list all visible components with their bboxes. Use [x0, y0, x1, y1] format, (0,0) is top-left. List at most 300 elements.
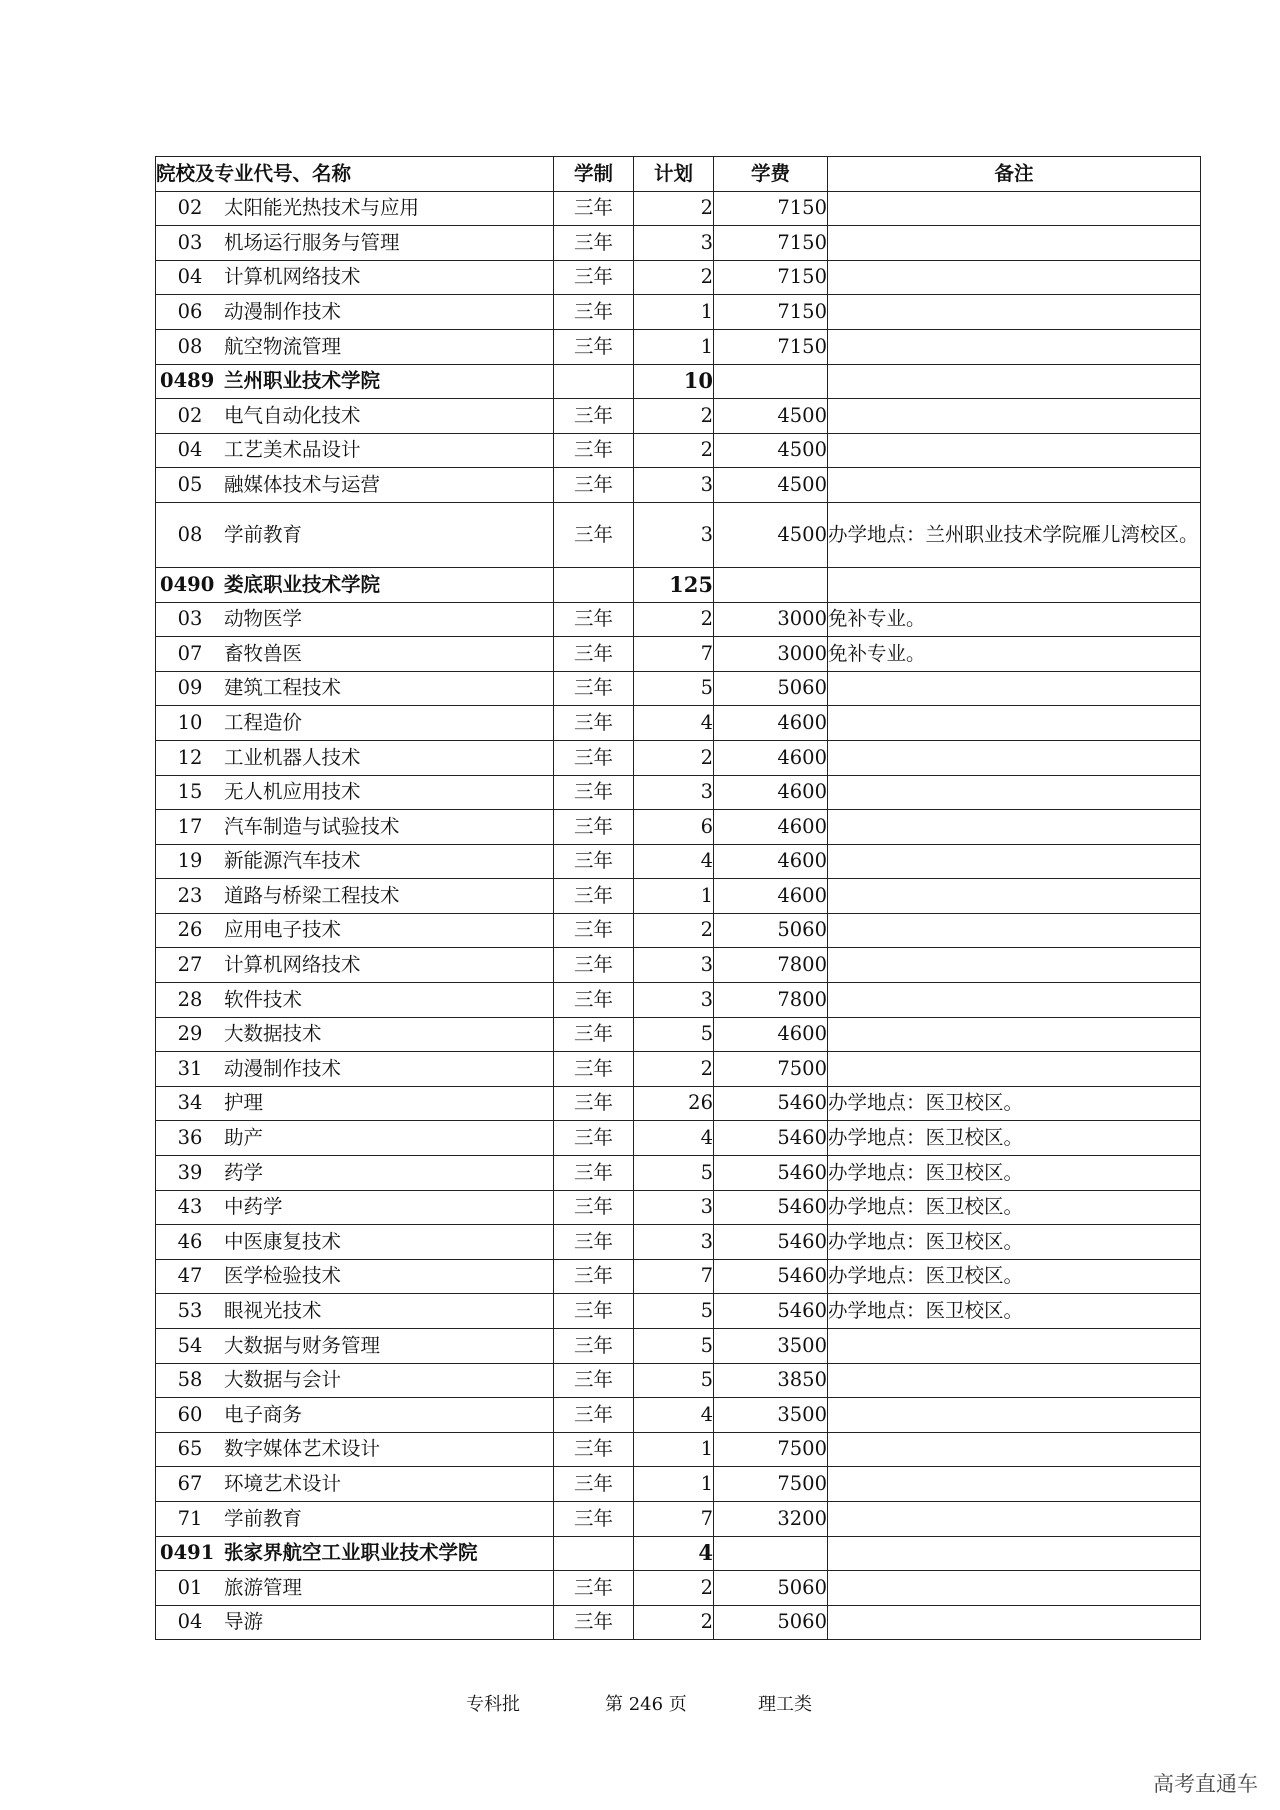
school-major-cell — [156, 1190, 554, 1225]
major-name: 动漫制作技术 — [224, 299, 342, 323]
fee-cell: 7500 — [714, 1432, 828, 1467]
watermark-text: 高考直通车 — [1153, 1772, 1258, 1796]
duration-cell: 三年 — [554, 1225, 634, 1260]
major-row — [156, 191, 1201, 226]
fee-cell: 7800 — [714, 983, 828, 1018]
duration-cell: 三年 — [554, 226, 634, 261]
duration-cell: 三年 — [554, 671, 634, 706]
school-major-cell — [156, 740, 554, 775]
plan-cell: 7 — [634, 637, 714, 672]
fee-cell — [714, 567, 828, 602]
major-code: 08 — [177, 522, 203, 546]
school-row — [156, 364, 1201, 399]
duration-cell: 三年 — [554, 1363, 634, 1398]
duration-cell: 三年 — [554, 1156, 634, 1191]
fee-cell: 3500 — [714, 1398, 828, 1433]
school-major-cell — [156, 468, 554, 503]
school-major-cell — [156, 810, 554, 845]
major-name: 电气自动化技术 — [224, 403, 361, 427]
table-body — [156, 191, 1201, 1640]
admission-plan-table — [155, 156, 1201, 1640]
major-code: 26 — [177, 918, 203, 942]
fee-cell: 5060 — [714, 913, 828, 948]
remark-cell — [828, 399, 1201, 434]
school-major-cell — [156, 1329, 554, 1364]
duration-cell: 三年 — [554, 1432, 634, 1467]
fee-cell: 4500 — [714, 468, 828, 503]
major-row — [156, 502, 1201, 567]
school-major-cell — [156, 1121, 554, 1156]
plan-cell: 2 — [634, 433, 714, 468]
major-row — [156, 1398, 1201, 1433]
major-name: 学前教育 — [224, 522, 303, 546]
plan-cell: 125 — [634, 567, 714, 602]
school-major-cell — [156, 1259, 554, 1294]
major-code: 65 — [177, 1437, 203, 1461]
plan-cell: 4 — [634, 1536, 714, 1571]
plan-cell: 2 — [634, 260, 714, 295]
major-row — [156, 1432, 1201, 1467]
major-code: 12 — [177, 745, 203, 769]
duration-cell: 三年 — [554, 1398, 634, 1433]
header-duration: 学制 — [554, 157, 634, 192]
fee-cell: 3000 — [714, 602, 828, 637]
major-row — [156, 329, 1201, 364]
duration-cell: 三年 — [554, 1501, 634, 1536]
duration-cell: 三年 — [554, 1605, 634, 1640]
plan-cell: 26 — [634, 1086, 714, 1121]
major-row — [156, 1086, 1201, 1121]
major-row — [156, 740, 1201, 775]
school-major-cell — [156, 1052, 554, 1087]
school-major-cell — [156, 637, 554, 672]
fee-cell: 5060 — [714, 671, 828, 706]
plan-cell: 1 — [634, 295, 714, 330]
fee-cell: 7150 — [714, 329, 828, 364]
remark-cell — [828, 844, 1201, 879]
major-code: 31 — [177, 1056, 203, 1080]
major-row — [156, 1294, 1201, 1329]
duration-cell — [554, 364, 634, 399]
remark-cell — [828, 433, 1201, 468]
major-name: 导游 — [224, 1610, 264, 1634]
fee-cell: 7150 — [714, 226, 828, 261]
school-name: 娄底职业技术学院 — [224, 572, 381, 596]
plan-cell: 2 — [634, 1571, 714, 1606]
duration-cell: 三年 — [554, 1086, 634, 1121]
header-fee: 学费 — [714, 157, 828, 192]
remark-cell: 办学地点：医卫校区。 — [828, 1121, 1201, 1156]
remark-cell: 免补专业。 — [828, 602, 1201, 637]
remark-cell — [828, 740, 1201, 775]
plan-cell: 2 — [634, 602, 714, 637]
school-major-cell — [156, 260, 554, 295]
remark-cell — [828, 810, 1201, 845]
major-code: 02 — [177, 403, 203, 427]
fee-cell: 7500 — [714, 1467, 828, 1502]
major-row — [156, 775, 1201, 810]
school-major-cell — [156, 567, 554, 602]
remark-cell — [828, 913, 1201, 948]
plan-cell: 1 — [634, 1467, 714, 1502]
major-name: 医学检验技术 — [224, 1264, 342, 1288]
major-name: 数字媒体艺术设计 — [224, 1437, 381, 1461]
school-major-cell — [156, 706, 554, 741]
school-name: 兰州职业技术学院 — [224, 369, 381, 393]
fee-cell: 4600 — [714, 740, 828, 775]
plan-cell: 1 — [634, 329, 714, 364]
remark-cell — [828, 671, 1201, 706]
remark-cell — [828, 191, 1201, 226]
remark-cell: 办学地点：医卫校区。 — [828, 1156, 1201, 1191]
major-code: 03 — [177, 607, 203, 631]
major-row — [156, 706, 1201, 741]
major-name: 中医康复技术 — [224, 1229, 342, 1253]
duration-cell: 三年 — [554, 879, 634, 914]
major-row — [156, 602, 1201, 637]
major-name: 计算机网络技术 — [224, 265, 361, 289]
major-name: 工艺美术品设计 — [224, 438, 361, 462]
duration-cell: 三年 — [554, 1052, 634, 1087]
major-row — [156, 1363, 1201, 1398]
school-major-cell — [156, 399, 554, 434]
major-name: 大数据技术 — [224, 1022, 322, 1046]
major-name: 中药学 — [224, 1195, 283, 1219]
school-major-cell — [156, 913, 554, 948]
fee-cell: 5460 — [714, 1086, 828, 1121]
school-major-cell — [156, 191, 554, 226]
plan-cell: 3 — [634, 468, 714, 503]
school-major-cell — [156, 1571, 554, 1606]
remark-cell — [828, 1605, 1201, 1640]
remark-cell: 办学地点：医卫校区。 — [828, 1190, 1201, 1225]
footer-page-number: 第 246 页 — [605, 1694, 687, 1715]
remark-cell: 办学地点：医卫校区。 — [828, 1259, 1201, 1294]
major-row — [156, 1329, 1201, 1364]
plan-cell: 2 — [634, 740, 714, 775]
major-code: 07 — [177, 641, 203, 665]
plan-cell: 3 — [634, 502, 714, 567]
fee-cell: 7150 — [714, 295, 828, 330]
fee-cell: 3200 — [714, 1501, 828, 1536]
major-code: 67 — [177, 1471, 203, 1495]
major-name: 药学 — [224, 1160, 264, 1184]
fee-cell: 4600 — [714, 775, 828, 810]
plan-cell: 3 — [634, 226, 714, 261]
school-major-cell — [156, 329, 554, 364]
major-row — [156, 810, 1201, 845]
duration-cell: 三年 — [554, 1017, 634, 1052]
major-name: 电子商务 — [224, 1402, 303, 1426]
major-code: 04 — [177, 438, 203, 462]
plan-cell: 4 — [634, 844, 714, 879]
major-name: 太阳能光热技术与应用 — [224, 196, 420, 220]
plan-cell: 7 — [634, 1501, 714, 1536]
duration-cell: 三年 — [554, 295, 634, 330]
duration-cell: 三年 — [554, 1259, 634, 1294]
major-code: 53 — [177, 1299, 203, 1323]
remark-cell — [828, 295, 1201, 330]
major-name: 工业机器人技术 — [224, 745, 361, 769]
major-row — [156, 983, 1201, 1018]
major-row — [156, 1121, 1201, 1156]
school-code: 0490 — [160, 572, 215, 596]
school-major-cell — [156, 1467, 554, 1502]
plan-cell: 4 — [634, 1121, 714, 1156]
duration-cell: 三年 — [554, 399, 634, 434]
major-code: 39 — [177, 1160, 203, 1184]
remark-cell — [828, 1329, 1201, 1364]
major-name: 环境艺术设计 — [224, 1471, 342, 1495]
plan-cell: 4 — [634, 1398, 714, 1433]
major-code: 60 — [177, 1402, 203, 1426]
major-row — [156, 1605, 1201, 1640]
school-major-cell — [156, 1017, 554, 1052]
major-name: 新能源汽车技术 — [224, 849, 361, 873]
plan-cell: 3 — [634, 775, 714, 810]
major-row — [156, 433, 1201, 468]
school-major-cell — [156, 1363, 554, 1398]
remark-cell — [828, 226, 1201, 261]
plan-cell: 5 — [634, 1017, 714, 1052]
fee-cell: 4600 — [714, 1017, 828, 1052]
major-code: 27 — [177, 953, 203, 977]
major-code: 04 — [177, 265, 203, 289]
remark-cell: 免补专业。 — [828, 637, 1201, 672]
school-major-cell — [156, 671, 554, 706]
major-code: 01 — [177, 1575, 203, 1599]
school-major-cell — [156, 983, 554, 1018]
major-row — [156, 671, 1201, 706]
major-name: 融媒体技术与运营 — [224, 472, 381, 496]
major-row — [156, 1156, 1201, 1191]
fee-cell: 5460 — [714, 1190, 828, 1225]
major-name: 软件技术 — [224, 987, 303, 1011]
duration-cell — [554, 1536, 634, 1571]
major-name: 汽车制造与试验技术 — [224, 814, 400, 838]
remark-cell — [828, 1571, 1201, 1606]
fee-cell: 5460 — [714, 1225, 828, 1260]
major-code: 09 — [177, 676, 203, 700]
plan-cell: 2 — [634, 1052, 714, 1087]
major-code: 15 — [177, 780, 203, 804]
plan-cell: 5 — [634, 671, 714, 706]
major-name: 动物医学 — [224, 607, 303, 631]
fee-cell — [714, 1536, 828, 1571]
footer-category: 理工类 — [758, 1694, 812, 1715]
duration-cell: 三年 — [554, 1190, 634, 1225]
remark-cell: 办学地点：兰州职业技术学院雁儿湾校区。 — [828, 502, 1201, 567]
plan-cell: 2 — [634, 399, 714, 434]
major-row — [156, 1467, 1201, 1502]
major-code: 05 — [177, 472, 203, 496]
fee-cell: 4500 — [714, 502, 828, 567]
major-row — [156, 1259, 1201, 1294]
fee-cell: 5460 — [714, 1156, 828, 1191]
major-row — [156, 1501, 1201, 1536]
plan-cell: 3 — [634, 1225, 714, 1260]
plan-cell: 6 — [634, 810, 714, 845]
school-major-cell — [156, 1156, 554, 1191]
duration-cell: 三年 — [554, 913, 634, 948]
duration-cell: 三年 — [554, 260, 634, 295]
remark-cell — [828, 1052, 1201, 1087]
major-name: 计算机网络技术 — [224, 953, 361, 977]
page-footer — [0, 1690, 1280, 1720]
school-major-cell — [156, 502, 554, 567]
major-code: 28 — [177, 987, 203, 1011]
duration-cell: 三年 — [554, 1121, 634, 1156]
school-major-cell — [156, 1225, 554, 1260]
school-major-cell — [156, 1432, 554, 1467]
school-major-cell — [156, 602, 554, 637]
major-code: 04 — [177, 1610, 203, 1634]
header-school-major: 院校及专业代号、名称 — [156, 157, 554, 192]
duration-cell: 三年 — [554, 602, 634, 637]
duration-cell: 三年 — [554, 810, 634, 845]
plan-cell: 7 — [634, 1259, 714, 1294]
fee-cell: 4600 — [714, 844, 828, 879]
remark-cell — [828, 1017, 1201, 1052]
school-major-cell — [156, 364, 554, 399]
plan-cell: 5 — [634, 1329, 714, 1364]
fee-cell: 3850 — [714, 1363, 828, 1398]
major-name: 畜牧兽医 — [224, 641, 303, 665]
duration-cell: 三年 — [554, 948, 634, 983]
school-major-cell — [156, 433, 554, 468]
fee-cell: 5060 — [714, 1605, 828, 1640]
major-code: 34 — [177, 1091, 203, 1115]
fee-cell: 4600 — [714, 706, 828, 741]
fee-cell: 3500 — [714, 1329, 828, 1364]
school-major-cell — [156, 844, 554, 879]
duration-cell — [554, 567, 634, 602]
major-name: 护理 — [224, 1091, 264, 1115]
plan-cell: 10 — [634, 364, 714, 399]
plan-cell: 1 — [634, 1432, 714, 1467]
remark-cell — [828, 364, 1201, 399]
school-major-cell — [156, 1501, 554, 1536]
major-code: 29 — [177, 1022, 203, 1046]
major-row — [156, 948, 1201, 983]
remark-cell — [828, 468, 1201, 503]
school-name: 张家界航空工业职业技术学院 — [224, 1541, 478, 1565]
school-major-cell — [156, 1536, 554, 1571]
major-name: 旅游管理 — [224, 1575, 303, 1599]
duration-cell: 三年 — [554, 191, 634, 226]
major-code: 54 — [177, 1333, 203, 1357]
header-plan: 计划 — [634, 157, 714, 192]
fee-cell: 4600 — [714, 810, 828, 845]
plan-cell: 3 — [634, 1190, 714, 1225]
header-remark: 备注 — [828, 157, 1201, 192]
plan-cell: 2 — [634, 1605, 714, 1640]
major-row — [156, 637, 1201, 672]
duration-cell: 三年 — [554, 844, 634, 879]
major-row — [156, 844, 1201, 879]
major-row — [156, 468, 1201, 503]
major-name: 工程造价 — [224, 710, 303, 734]
fee-cell: 4500 — [714, 399, 828, 434]
school-row — [156, 567, 1201, 602]
school-major-cell — [156, 1605, 554, 1640]
duration-cell: 三年 — [554, 1467, 634, 1502]
major-row — [156, 1190, 1201, 1225]
major-row — [156, 1571, 1201, 1606]
major-row — [156, 1225, 1201, 1260]
remark-cell — [828, 775, 1201, 810]
school-major-cell — [156, 226, 554, 261]
duration-cell: 三年 — [554, 1571, 634, 1606]
major-code: 58 — [177, 1368, 203, 1392]
major-name: 机场运行服务与管理 — [224, 230, 400, 254]
remark-cell — [828, 1398, 1201, 1433]
remark-cell — [828, 948, 1201, 983]
school-major-cell — [156, 1086, 554, 1121]
major-row — [156, 399, 1201, 434]
major-row — [156, 295, 1201, 330]
major-code: 17 — [177, 814, 203, 838]
remark-cell: 办学地点：医卫校区。 — [828, 1225, 1201, 1260]
major-name: 无人机应用技术 — [224, 780, 361, 804]
remark-cell: 办学地点：医卫校区。 — [828, 1294, 1201, 1329]
plan-cell: 5 — [634, 1363, 714, 1398]
major-code: 47 — [177, 1264, 203, 1288]
fee-cell: 7500 — [714, 1052, 828, 1087]
major-code: 02 — [177, 196, 203, 220]
duration-cell: 三年 — [554, 740, 634, 775]
major-name: 大数据与财务管理 — [224, 1333, 381, 1357]
fee-cell: 7150 — [714, 191, 828, 226]
major-name: 建筑工程技术 — [224, 676, 342, 700]
remark-cell — [828, 879, 1201, 914]
fee-cell: 5060 — [714, 1571, 828, 1606]
school-major-cell — [156, 1294, 554, 1329]
duration-cell: 三年 — [554, 1329, 634, 1364]
plan-cell: 1 — [634, 879, 714, 914]
major-name: 航空物流管理 — [224, 334, 342, 358]
major-name: 学前教育 — [224, 1506, 303, 1530]
major-code: 10 — [177, 710, 203, 734]
footer-batch: 专科批 — [466, 1694, 520, 1715]
school-row — [156, 1536, 1201, 1571]
plan-cell: 4 — [634, 706, 714, 741]
remark-cell — [828, 1432, 1201, 1467]
plan-cell: 5 — [634, 1294, 714, 1329]
major-row — [156, 1052, 1201, 1087]
school-major-cell — [156, 948, 554, 983]
remark-cell — [828, 329, 1201, 364]
major-code: 08 — [177, 334, 203, 358]
major-code: 36 — [177, 1126, 203, 1150]
remark-cell — [828, 1467, 1201, 1502]
fee-cell: 3000 — [714, 637, 828, 672]
fee-cell — [714, 364, 828, 399]
fee-cell: 7800 — [714, 948, 828, 983]
table-header-row — [156, 157, 1201, 192]
duration-cell: 三年 — [554, 983, 634, 1018]
plan-cell: 3 — [634, 983, 714, 1018]
major-name: 应用电子技术 — [224, 918, 342, 942]
remark-cell — [828, 567, 1201, 602]
major-name: 道路与桥梁工程技术 — [224, 883, 400, 907]
remark-cell — [828, 983, 1201, 1018]
fee-cell: 4600 — [714, 879, 828, 914]
plan-cell: 2 — [634, 913, 714, 948]
plan-cell: 3 — [634, 948, 714, 983]
remark-cell — [828, 1536, 1201, 1571]
fee-cell: 5460 — [714, 1121, 828, 1156]
